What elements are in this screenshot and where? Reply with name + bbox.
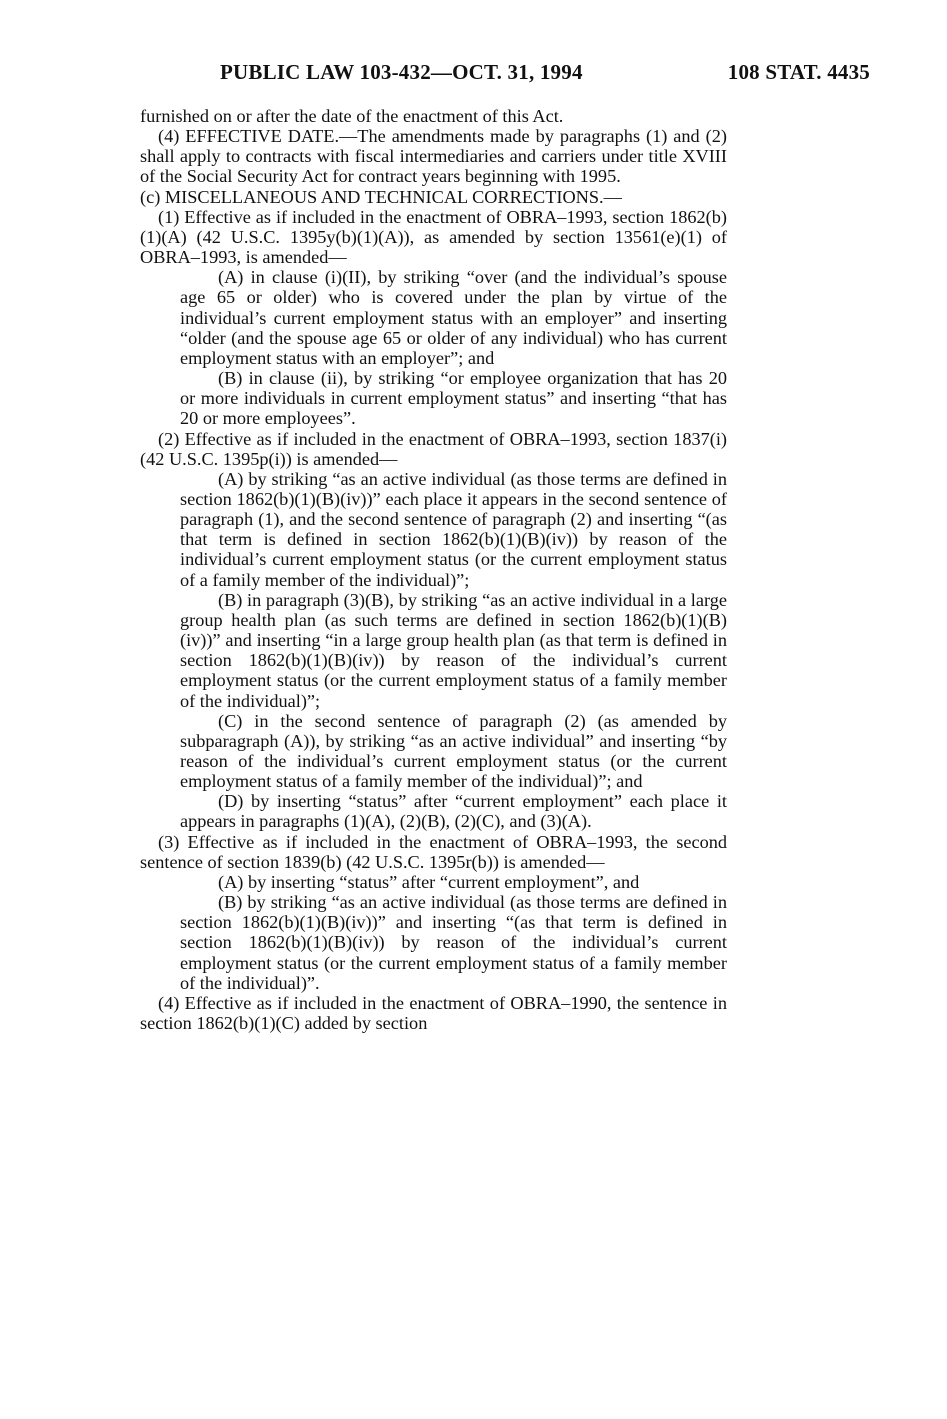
subparagraph-3b: (B) by striking “as an active individual (as those terms are defined in section 1862(b)(1)(B)(iv))” and inserting “(as that term is defined in section 1862(b)(1)(B)(iv)) by reason of the individual’s current employment status (or the current employment status of a family member of the individual)”. (180, 892, 727, 993)
paragraph-continuation: furnished on or after the date of the enactment of this Act. (140, 106, 564, 126)
paragraph-1: (1) Effective as if included in the enactment of OBRA–1993, section 1862(b)(1)(A) (42 U.S.C. 1395y(b)(1)(A)), as amended by section 13561(e)(1) of OBRA–1993, is amended— (140, 206, 727, 268)
running-head (140, 60, 870, 90)
public-law-heading: PUBLIC LAW 103-432—OCT. 31, 1994 (220, 60, 583, 84)
subparagraph-2d: (D) by inserting “status” after “current employment” each place it appears in paragraphs (1)(A), (2)(B), (2)(C), and (3)(A). (180, 791, 727, 832)
paragraph-4: (4) Effective as if included in the enactment of OBRA–1990, the sentence in section 1862(b)(1)(C) added by section (140, 992, 727, 1034)
paragraph-2: (2) Effective as if included in the enactment of OBRA–1993, section 1837(i) (42 U.S.C. 1395p(i)) is amended— (140, 428, 727, 469)
subparagraph-3a: (A) by inserting “status” after “current employment”, and (218, 871, 640, 892)
subparagraph-2c: (C) in the second sentence of paragraph (2) (as amended by subparagraph (A)), by striking “as an active individual” and inserting “by reason of the individual’s current employment status (or the current employment status of a family member of the individual)”; and (180, 710, 727, 792)
subparagraph-2a: (A) by striking “as an active individual (as those terms are defined in section 1862(b)(1)(B)(iv))” each place it appears in the second sentence of paragraph (1), and the second sentence of paragraph (2) and inserting “(as that term is defined in section 1862(b)(1)(B)(iv)) by reason of the individual’s current employment status (or the current employment status of a family member of the individual)”; (180, 468, 727, 590)
paragraph-effective-date: (4) EFFECTIVE DATE.—The amendments made by paragraphs (1) and (2) shall apply to contracts with fiscal intermediaries and carriers under title XVIII of the Social Security Act for contract years beginning with 1995. (140, 126, 727, 187)
subparagraph-1b: (B) in clause (ii), by striking “or employee organization that has 20 or more individuals in current employment status” and inserting “that has 20 or more employees”. (180, 368, 727, 429)
body-text (140, 106, 727, 1033)
paragraph-3: (3) Effective as if included in the enactment of OBRA–1993, the second sentence of section 1839(b) (42 U.S.C. 1395r(b)) is amended— (140, 831, 727, 872)
subparagraph-2b: (B) in paragraph (3)(B), by striking “as an active individual in a large group health plan (as such terms are defined in section 1862(b)(1)(B)(iv))” and inserting “in a large group health plan (as that term is defined in section 1862(b)(1)(B)(iv)) by reason of the individual’s current employment status (or the current employment status of a family member of the individual)”; (180, 589, 727, 711)
statute-page-number: 108 STAT. 4435 (727, 60, 870, 84)
section-heading-corrections: (c) MISCELLANEOUS AND TECHNICAL CORRECTIONS.— (140, 186, 622, 207)
subparagraph-1a: (A) in clause (i)(II), by striking “over (and the individual’s spouse age 65 or older) who is covered under the plan by virtue of the individual’s current employment status with an employer” and inserting “older (and the spouse age 65 or older of any individual) who has current employment status with an employer”; and (180, 267, 727, 368)
